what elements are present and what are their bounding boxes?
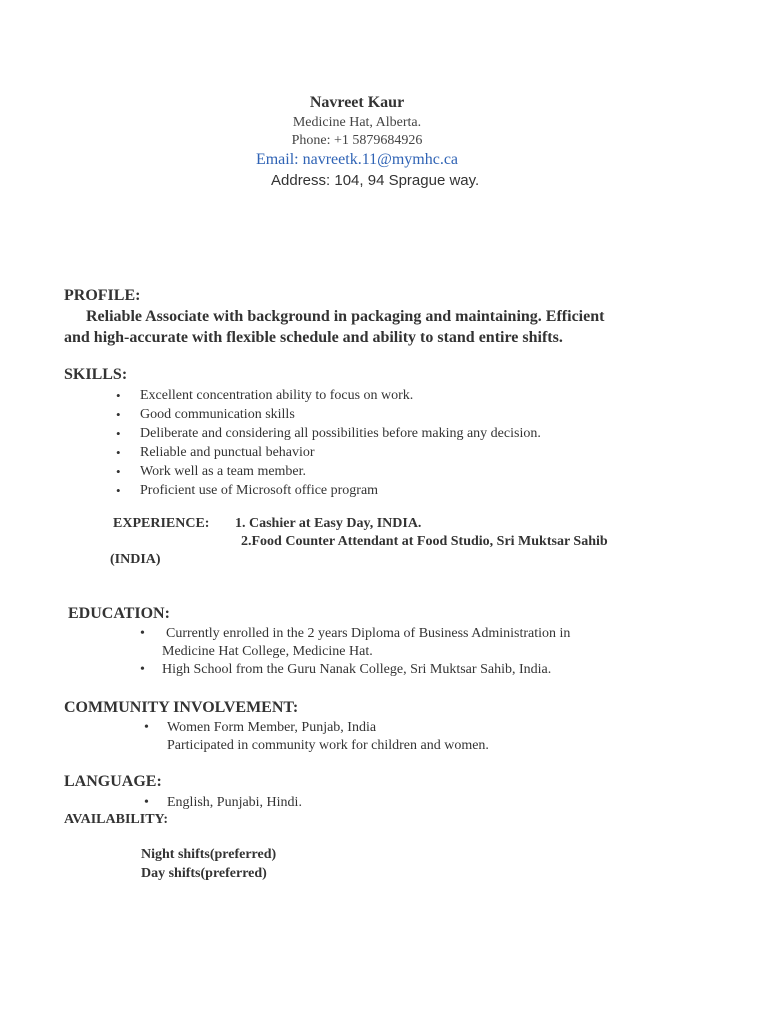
community-heading: COMMUNITY INVOLVEMENT:: [64, 699, 299, 716]
skill-item: [116, 425, 541, 444]
language-item: English, Punjabi, Hindi.: [167, 795, 302, 810]
experience-item-2: 2.Food Counter Attendant at Food Studio, Sri Muktsar Sahib: [241, 534, 608, 549]
applicant-name: Navreet Kaur: [309, 94, 405, 111]
bullet-icon: •: [116, 407, 121, 422]
availability-item-2: Day shifts(preferred): [141, 866, 267, 881]
availability-heading: AVAILABILITY:: [64, 812, 169, 827]
education-item-2: High School from the Guru Nanak College, Sri Muktsar Sahib, India.: [162, 662, 552, 677]
bullet-icon: •: [116, 445, 121, 460]
applicant-phone: Phone: +1 5879684926: [291, 133, 423, 148]
applicant-address: Address: 104, 94 Sprague way.: [271, 172, 480, 189]
skill-text: Work well as a team member.: [140, 464, 307, 479]
profile-text-line-2: and high-accurate with flexible schedule and ability to stand entire shifts.: [64, 329, 563, 346]
skill-text: Deliberate and considering all possibilities before making any decision.: [140, 426, 541, 441]
skill-text: Proficient use of Microsoft office program: [140, 483, 379, 498]
skill-item: [116, 463, 541, 482]
bullet-icon: •: [140, 662, 145, 677]
bullet-icon: •: [140, 626, 145, 641]
bullet-icon: •: [144, 795, 149, 810]
community-item-detail: Participated in community work for children and women.: [167, 738, 489, 753]
profile-heading: PROFILE:: [64, 287, 141, 304]
experience-item-2-continued: (INDIA): [110, 552, 161, 567]
experience-heading: EXPERIENCE:: [113, 516, 210, 531]
language-heading: LANGUAGE:: [64, 773, 162, 790]
community-item: Women Form Member, Punjab, India: [167, 720, 377, 735]
skills-list: [116, 387, 541, 501]
skill-text: Good communication skills: [140, 407, 295, 422]
bullet-icon: •: [116, 426, 121, 441]
education-item-1: Currently enrolled in the 2 years Diploma of Business Administration in: [166, 626, 571, 641]
applicant-city: Medicine Hat, Alberta.: [292, 115, 422, 130]
profile-text-line-1: Reliable Associate with background in packaging and maintaining. Efficient: [86, 308, 605, 325]
education-item-1-continued: Medicine Hat College, Medicine Hat.: [162, 644, 373, 659]
availability-item-1: Night shifts(preferred): [141, 847, 277, 862]
skill-item: [116, 387, 541, 406]
skills-heading: SKILLS:: [64, 366, 128, 383]
applicant-email-link[interactable]: Email: navreetk.11@mymhc.ca: [255, 151, 459, 168]
skill-text: Reliable and punctual behavior: [140, 445, 315, 460]
bullet-icon: •: [116, 464, 121, 479]
bullet-icon: •: [116, 388, 121, 403]
experience-item-1: 1. Cashier at Easy Day, INDIA.: [235, 516, 422, 531]
skill-text: Excellent concentration ability to focus on work.: [140, 388, 414, 403]
skill-item: [116, 482, 541, 501]
skill-item: [116, 444, 541, 463]
bullet-icon: •: [144, 720, 149, 735]
education-heading: EDUCATION:: [68, 605, 170, 622]
bullet-icon: •: [116, 483, 121, 498]
skill-item: [116, 406, 541, 425]
